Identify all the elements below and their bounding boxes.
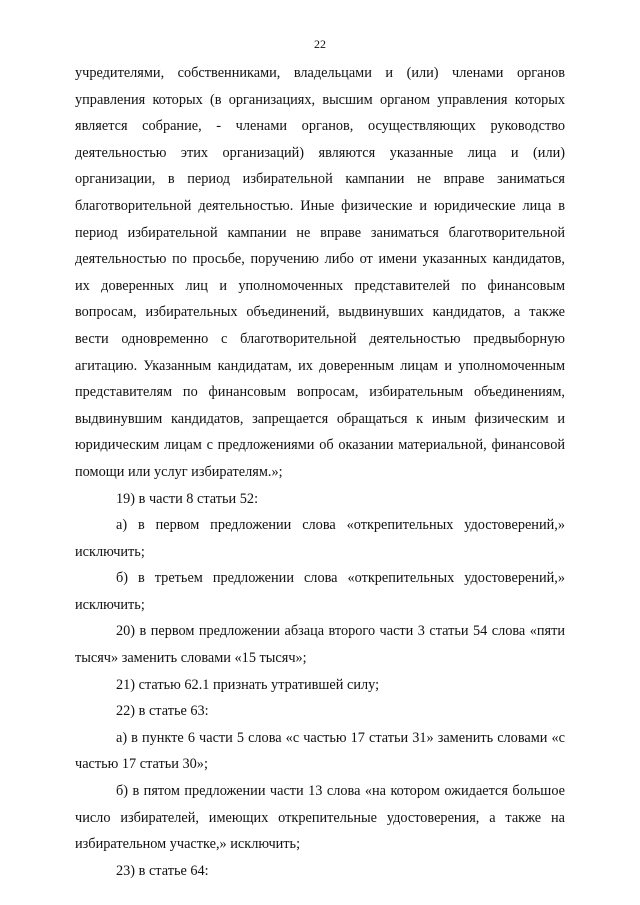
paragraph-item-22a: а) в пункте 6 части 5 слова «с частью 17 статьи 31» заменить словами «с частью 17 статьи 30»;: [75, 729, 565, 773]
paragraph-item-23: 23) в статье 64:: [116, 862, 209, 879]
paragraph-item-21: 21) статью 62.1 признать утратившей силу;: [116, 676, 380, 693]
document-body: [75, 60, 565, 884]
paragraph-item-20: 20) в первом предложении абзаца второго части 3 статьи 54 слова «пяти тысяч» заменить словами «15 тысяч»;: [75, 623, 565, 667]
paragraph-item-22b: б) в пятом предложении части 13 слова «на котором ожидается большое число избирателей, имеющих открепительные удостоверения, а также на избирательном участке,» исключить;: [75, 783, 565, 853]
paragraph-item-22: 22) в статье 63:: [116, 703, 209, 720]
paragraph-item-19b: б) в третьем предложении слова «открепительных удостоверений,» исключить;: [75, 570, 565, 613]
paragraph-item-19: 19) в части 8 статьи 52:: [116, 490, 259, 507]
page-number: 22: [314, 37, 326, 51]
paragraph-charity-restrictions: учредителями, собственниками, владельцами и (или) членами органов управления которых (в организациях, высшим органом управления которых является собрание, - членами органов, осуществляющих руководство деятельностью этих организаций) являются указанные лица и (или) организации, в период избирательной кампании не вправе заниматься благотворительной деятельностью. Иные физические и юридические лица в период избирательной кампании не вправе заниматься благотворительной деятельностью по просьбе, поручению либо от имени указанных кандидатов, их доверенных лиц и уполномоченных представителей по финансовым вопросам, избирательных объединений, выдвинувших кандидатов, а также вести одновременно с благотворительной деятельностью предвыборную агитацию. Указанным кандидатам, их доверенным лицам и уполномоченным представителям по финансовым вопросам, избирательным объединениям, выдвинувшим кандидатов, запрещается обращаться к иным физическим и юридическим лицам с предложениями об оказании материальной, финансовой помощи или услуг избирателям.»;: [75, 65, 565, 480]
paragraph-item-19a: а) в первом предложении слова «открепительных удостоверений,» исключить;: [75, 517, 565, 560]
